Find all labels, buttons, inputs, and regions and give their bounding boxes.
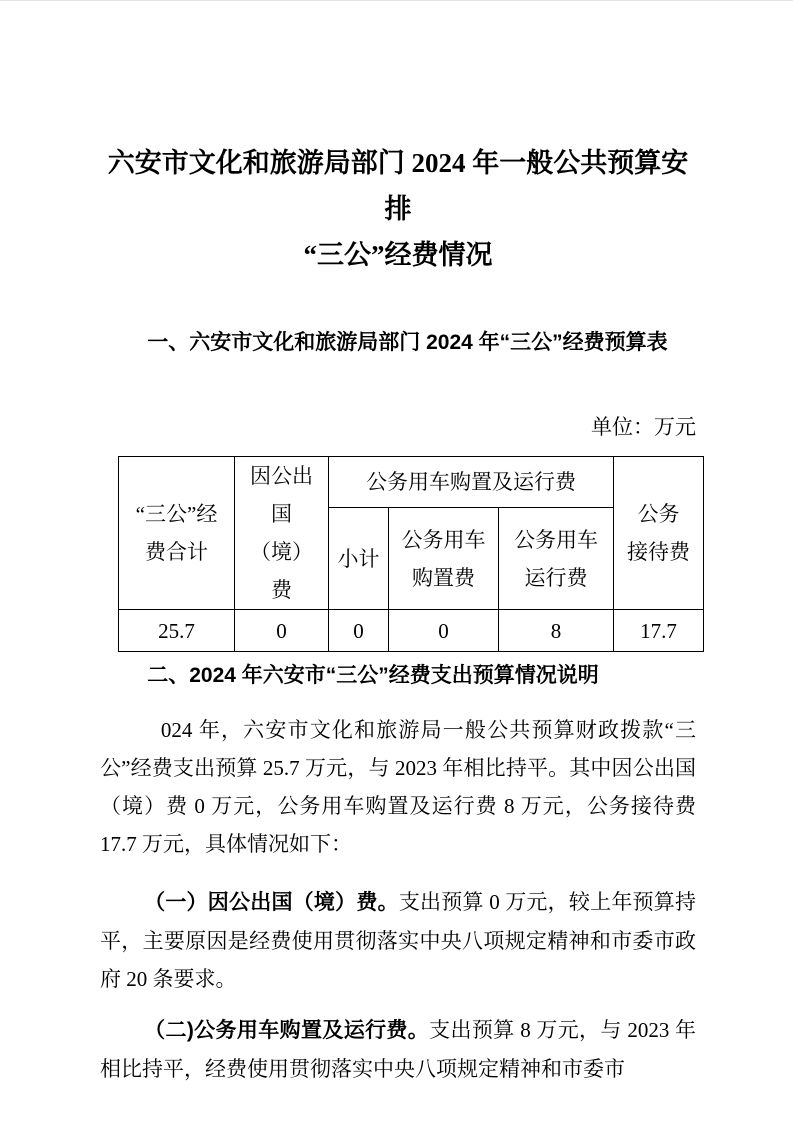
paragraph-item1-lead: （一）因公出国（境）费。 (144, 891, 399, 914)
document-title-line1: 六安市文化和旅游局部门 2024 年一般公共预算安排 (107, 148, 689, 224)
paragraph-item2 (100, 1011, 696, 1088)
header-purchase-line1: 公务用车 (401, 527, 486, 552)
value-reception-cell: 17.7 (614, 610, 704, 652)
header-abroad-cell (235, 457, 329, 610)
header-purchase-line2: 购置费 (412, 565, 475, 590)
header-total-line1: “三公”经 (135, 502, 218, 526)
header-subtotal-cell: 小计 (329, 508, 389, 610)
header-reception-cell (614, 457, 704, 610)
value-subtotal-cell: 0 (329, 610, 389, 652)
value-purchase-cell: 0 (389, 610, 499, 652)
value-operation-cell: 8 (499, 610, 614, 652)
document-title (100, 140, 696, 278)
section2-heading: 二、2024 年六安市“三公”经费支出预算情况说明 (147, 664, 599, 687)
header-purchase-cell (389, 508, 499, 610)
table-header-row-1 (119, 457, 704, 508)
paragraph-intro: 024 年，六安市文化和旅游局一般公共预算财政拨款“三公”经费支出预算 25.7 万元，与 2023 年相比持平。其中因公出国（境）费 0 万元，公务用车购置及运行费 8 万元，公务接待费 17.7 万元，具体情况如下： (100, 718, 696, 856)
header-reception-line2: 接待费 (627, 540, 691, 564)
budget-table (118, 456, 704, 652)
value-abroad-cell: 0 (235, 610, 329, 652)
table-data-row (119, 610, 704, 652)
header-reception-line1: 公务 (637, 502, 680, 526)
paragraph-item1 (100, 883, 696, 998)
header-abroad-line1: 因公出国 (250, 464, 313, 526)
paragraph-item2-lead: （二)公务用车购置及运行费。 (144, 1019, 430, 1042)
header-operation-cell (499, 508, 614, 610)
paragraph-item2-body: 支出预算 8 万元，与 2023 年相比持平，经费使用贯彻落实中央八项规定精神和市委市 (100, 1018, 696, 1081)
document-content (0, 140, 793, 1088)
header-operation-line1: 公务用车 (514, 527, 599, 552)
header-total-line2: 费合计 (145, 540, 208, 564)
header-abroad-line2: （境）费 (250, 540, 313, 602)
document-title-line2: “三公”经费情况 (303, 240, 493, 270)
header-vehicle-group-cell: 公务用车购置及运行费 (329, 457, 614, 508)
header-total-cell (119, 457, 235, 610)
value-total-cell: 25.7 (119, 610, 235, 652)
unit-note: 单位：万元 (591, 415, 696, 439)
paragraph-item1-body: 支出预算 0 万元，较上年预算持平，主要原因是经费使用贯彻落实中央八项规定精神和市委市政府 20 条要求。 (100, 890, 697, 991)
header-operation-line2: 运行费 (524, 565, 588, 590)
section1-heading: 一、六安市文化和旅游局部门 2024 年“三公”经费预算表 (147, 331, 668, 354)
